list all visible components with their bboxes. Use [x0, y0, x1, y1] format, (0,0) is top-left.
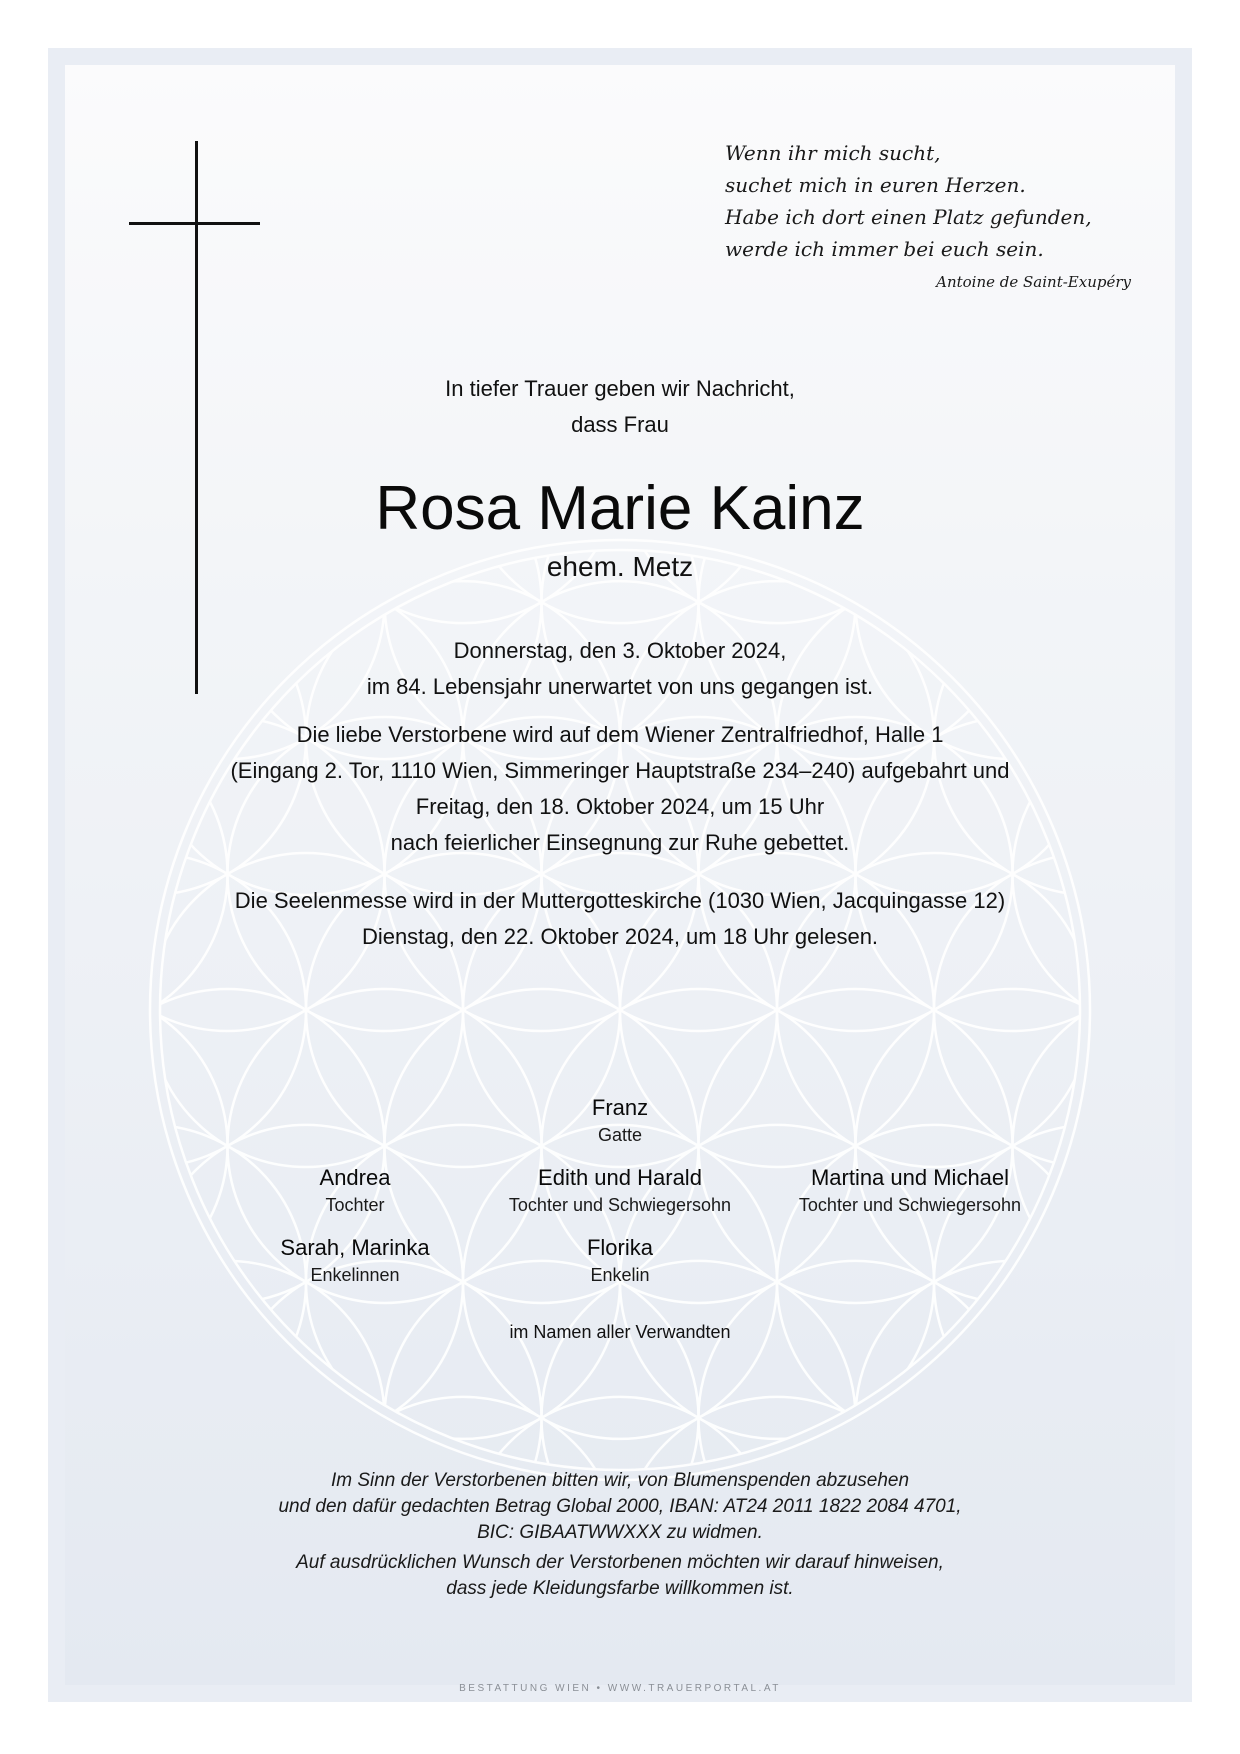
paragraph-line: (Eingang 2. Tor, 1110 Wien, Simmeringer Hauptstraße 234–240) aufgebahrt und — [230, 758, 1010, 783]
quote — [725, 137, 1125, 265]
donation-note — [65, 1468, 1175, 1546]
note-line: dass jede Kleidungsfarbe willkommen ist. — [446, 1578, 794, 1599]
mourner-relation: Gatte — [597, 1125, 643, 1145]
mourner-daughter-2 — [470, 1163, 770, 1217]
mourner-daughter-1 — [205, 1163, 505, 1217]
flower-petal-circle — [1013, 989, 1176, 1303]
note-line: Im Sinn der Verstorbenen bitten wir, von Blumenspenden abzusehen — [330, 1470, 910, 1491]
note-line: Auf ausdrücklichen Wunsch der Verstorbenen möchten wir darauf hinweisen, — [296, 1552, 944, 1573]
flower-of-life-icon — [65, 65, 1175, 1685]
cross-icon-bar — [129, 222, 260, 225]
paragraph-line: Donnerstag, den 3. Oktober 2024, — [453, 638, 787, 663]
footer-credit: BESTATTUNG WIEN • WWW.TRAUERPORTAL.AT — [459, 1683, 781, 1694]
mourner-relation: Enkelin — [590, 1265, 650, 1285]
mourner-relation: Tochter — [325, 1195, 385, 1215]
quote-line: Wenn ihr mich sucht, — [725, 141, 941, 165]
mourner-name: Sarah, Marinka — [280, 1235, 430, 1260]
mourner-husband — [470, 1093, 770, 1147]
intro-line: dass Frau — [571, 412, 669, 437]
family-note: im Namen aller Verwandten — [509, 1322, 731, 1342]
mourner-relation: Tochter und Schwiegersohn — [798, 1195, 1022, 1215]
paragraph-line: Dienstag, den 22. Oktober 2024, um 18 Uhr gelesen. — [361, 924, 879, 949]
deceased-name: Rosa Marie Kainz — [375, 474, 865, 543]
quote-line: werde ich immer bei euch sein. — [725, 237, 1044, 261]
mourner-granddaughters — [205, 1233, 505, 1287]
note-line: und den dafür gedachten Betrag Global 2000, IBAN: AT24 2011 1822 2084 4701, — [278, 1496, 962, 1517]
paragraph-line: Die liebe Verstorbene wird auf dem Wiener Zentralfriedhof, Halle 1 — [296, 722, 944, 747]
mourner-relation: Enkelinnen — [310, 1265, 400, 1285]
mourner-name: Edith und Harald — [538, 1165, 702, 1190]
paragraph-line: im 84. Lebensjahr unerwartet von uns gegangen ist. — [366, 674, 874, 699]
intro-text — [65, 371, 1175, 443]
dress-note — [65, 1550, 1175, 1602]
quote-line: suchet mich in euren Herzen. — [725, 173, 1026, 197]
note-line: BIC: GIBAATWWXXX zu widmen. — [477, 1522, 763, 1543]
mourner-granddaughter — [470, 1233, 770, 1287]
intro-line: In tiefer Trauer geben wir Nachricht, — [445, 376, 795, 401]
quote-line: Habe ich dort einen Platz gefunden, — [725, 205, 1092, 229]
mass-paragraph — [65, 883, 1175, 955]
paragraph-line: nach feierlicher Einsegnung zur Ruhe gebettet. — [390, 830, 850, 855]
mourner-name: Andrea — [319, 1165, 391, 1190]
mourner-name: Martina und Michael — [810, 1165, 1010, 1190]
maiden-name: ehem. Metz — [546, 551, 694, 582]
quote-author: Antoine de Saint-Exupéry — [936, 273, 1131, 291]
obituary-card — [65, 65, 1175, 1685]
paragraph-line: Freitag, den 18. Oktober 2024, um 15 Uhr — [415, 794, 825, 819]
funeral-paragraph — [65, 717, 1175, 861]
mourner-name: Florika — [586, 1235, 653, 1260]
flower-petal-circle — [65, 989, 228, 1303]
mourner-daughter-3 — [760, 1163, 1060, 1217]
mourner-name: Franz — [591, 1095, 649, 1120]
death-paragraph — [65, 633, 1175, 705]
paragraph-line: Die Seelenmesse wird in der Muttergotteskirche (1030 Wien, Jacquingasse 12) — [234, 888, 1006, 913]
mourner-relation: Tochter und Schwiegersohn — [508, 1195, 732, 1215]
